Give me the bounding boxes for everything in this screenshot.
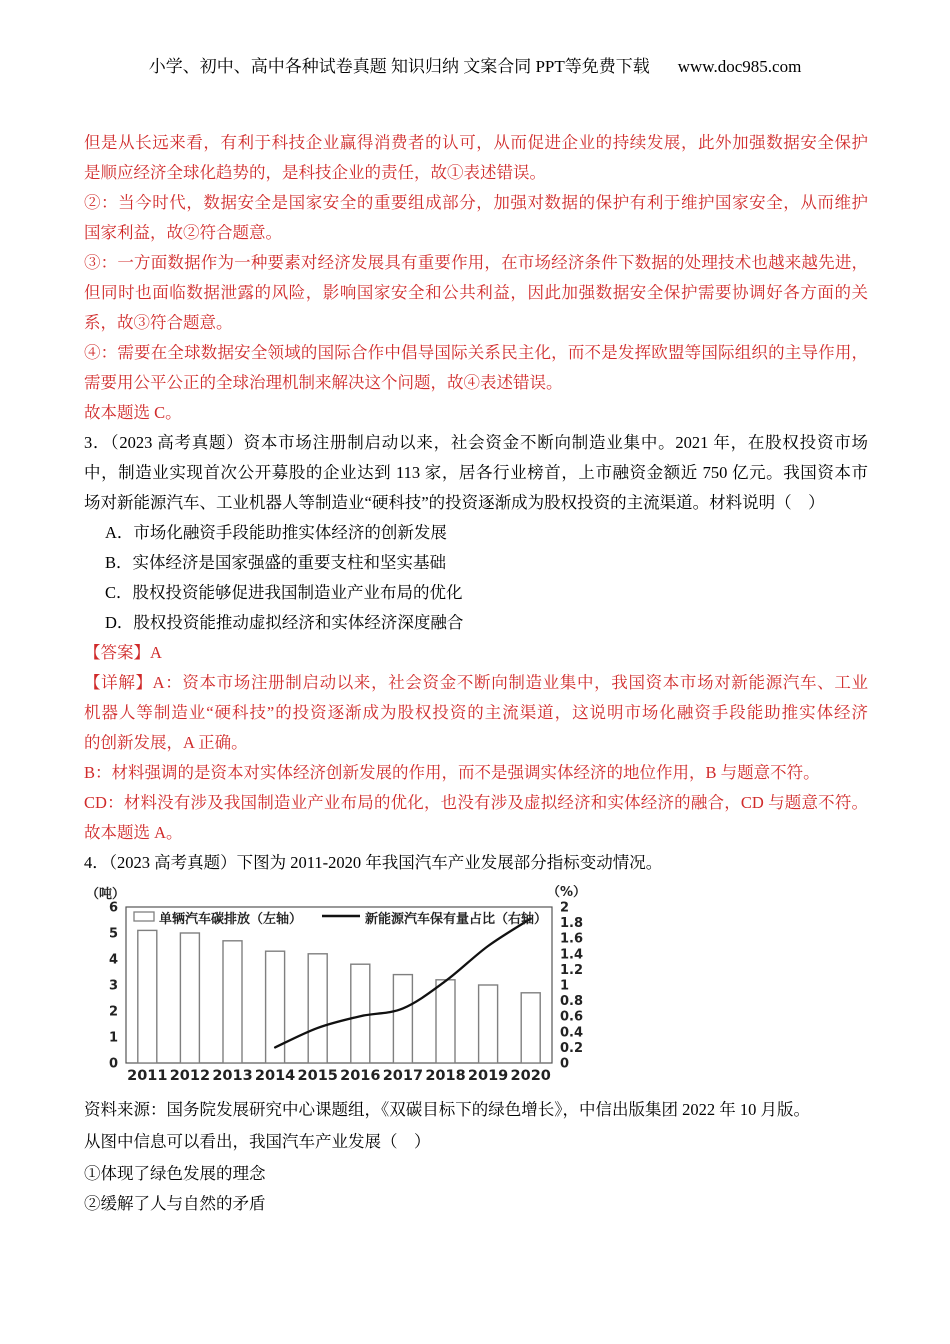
carbon-bar-2017 [393, 975, 412, 1063]
text-line: 国家利益，故②符合题意。 [84, 223, 282, 242]
text-line: B．实体经济是国家强盛的重要支柱和坚实基础 [105, 553, 447, 572]
right-axis-tick: 0.8 [560, 994, 584, 1010]
text-line: CD：材料没有涉及我国制造业产业布局的优化，也没有涉及虚拟经济和实体经济的融合，CD 与题意不符。 [84, 793, 868, 812]
q4-source: 资料来源：国务院发展研究中心课题组，《双碳目标下的绿色增长》，中信出版集团 2022 年 10 月版。 [84, 1100, 810, 1119]
x-axis-label: 2019 [467, 1068, 509, 1084]
text-line: 系，故③符合题意。 [84, 313, 233, 332]
header-text: 小学、初中、高中各种试卷真题 知识归纳 文案合同 PPT等免费下载 [148, 57, 650, 76]
page-header [0, 52, 950, 77]
legend-bar-label: 单辆汽车碳排放（左轴） [159, 912, 303, 927]
x-axis-label: 2018 [425, 1068, 466, 1084]
text-line: ①体现了绿色发展的理念 [84, 1164, 266, 1183]
text-line: ③：一方面数据作为一种要素对经济发展具有重要作用，在市场经济条件下数据的处理技术也越来越先进， [84, 253, 868, 272]
right-axis-tick: 1.4 [560, 947, 584, 963]
text-line: 故本题选 A。 [84, 823, 183, 842]
right-axis-tick: 1.2 [560, 962, 584, 978]
carbon-bar-2012 [180, 933, 199, 1063]
right-axis-tick: 0.4 [560, 1025, 584, 1041]
q4-stem: 4．（2023 高考真题）下图为 2011-2020 年我国汽车产业发展部分指标变动情况。 [84, 853, 663, 872]
x-axis-label: 2017 [382, 1068, 424, 1084]
right-axis-tick: 1 [560, 978, 570, 994]
text-line: 故本题选 C。 [84, 403, 182, 422]
x-axis-label: 2013 [212, 1068, 253, 1084]
q3-stem-block [84, 428, 868, 518]
q4-items-block [84, 1159, 868, 1219]
text-line: 机器人等制造业“硬科技”的投资逐渐成为股权投资的主流渠道，这说明市场化融资手段能助推实体经济 [84, 703, 868, 722]
right-axis-tick: 0 [560, 1056, 570, 1072]
dual-axis-chart [84, 885, 599, 1085]
left-axis-tick: 0 [108, 1056, 118, 1072]
q3-answer: 【答案】A [84, 643, 162, 662]
right-axis-unit-label: （%） [547, 885, 587, 900]
text-line: 场对新能源汽车、工业机器人等制造业“硬科技”的投资逐渐成为股权投资的主流渠道。材料说明（ ） [84, 493, 825, 512]
text-line: 但是从长远来看，有利于科技企业赢得消费者的认可，从而促进企业的持续发展，此外加强数据安全保护 [84, 133, 868, 152]
carbon-bar-2011 [138, 930, 157, 1063]
text-line: 中，制造业实现首次公开募股的企业达到 113 家，居各行业榜首，上市融资金额近 750 亿元。我国资本市 [84, 463, 868, 482]
q4-chart [84, 885, 599, 1085]
carbon-bar-2015 [308, 954, 327, 1063]
text-line: 3．（2023 高考真题）资本市场注册制启动以来，社会资金不断向制造业集中。2021 年，在股权投资市场 [84, 433, 868, 452]
left-axis-unit-label: （吨） [86, 887, 126, 902]
text-line: ②缓解了人与自然的矛盾 [84, 1194, 266, 1213]
right-axis-tick: 2 [560, 900, 570, 916]
right-axis-tick: 1.6 [560, 931, 584, 947]
right-axis-tick: 1.8 [560, 916, 584, 932]
text-line: A．市场化融资手段能助推实体经济的创新发展 [105, 523, 447, 542]
left-axis-tick: 3 [108, 978, 118, 994]
text-line: B：材料强调的是资本对实体经济创新发展的作用，而不是强调实体经济的地位作用，B 与题意不符。 [84, 763, 820, 782]
right-axis-tick: 0.2 [560, 1040, 584, 1056]
left-axis-tick: 4 [108, 952, 118, 968]
text-line: C．股权投资能够促进我国制造业产业布局的优化 [105, 583, 463, 602]
left-axis-tick: 1 [108, 1030, 118, 1046]
x-axis-label: 2014 [254, 1068, 296, 1084]
text-line: 但同时也面临数据泄露的风险，影响国家安全和公共利益，因此加强数据安全保护需要协调好各方面的关 [84, 283, 868, 302]
left-axis-tick: 2 [108, 1004, 118, 1020]
left-axis-tick: 6 [108, 900, 118, 916]
carbon-bar-2018 [436, 980, 455, 1063]
x-axis-label: 2016 [340, 1068, 381, 1084]
text-line: ④：需要在全球数据安全领域的国际合作中倡导国际关系民主化，而不是发挥欧盟等国际组织的主导作用， [84, 343, 868, 362]
legend-line-label: 新能源汽车保有量占比（右轴） [365, 912, 548, 927]
x-axis-label: 2012 [169, 1068, 211, 1084]
carbon-bar-2020 [521, 993, 540, 1063]
header-site-link[interactable]: www.doc985.com [677, 57, 802, 76]
text-line: 【详解】A：资本市场注册制启动以来，社会资金不断向制造业集中，我国资本市场对新能源汽车、工业 [84, 673, 868, 692]
x-axis-label: 2015 [297, 1068, 338, 1084]
document-body [84, 128, 868, 1219]
left-axis-tick: 5 [108, 926, 118, 942]
q4-prompt: 从图中信息可以看出，我国汽车产业发展（ ） [84, 1132, 431, 1151]
q3-options-block [84, 518, 868, 638]
carbon-bar-2013 [223, 941, 242, 1063]
q2-explanation-block [84, 128, 868, 428]
carbon-bar-2016 [351, 964, 370, 1063]
text-line: ②：当今时代，数据安全是国家安全的重要组成部分，加强对数据的保护有利于维护国家安全，从而维护 [84, 193, 868, 212]
text-line: 的创新发展，A 正确。 [84, 733, 248, 752]
x-axis-label: 2020 [510, 1068, 551, 1084]
legend-bar-swatch [134, 912, 154, 921]
text-line: 是顺应经济全球化趋势的，是科技企业的责任，故①表述错误。 [84, 163, 546, 182]
text-line: 需要用公平公正的全球治理机制来解决这个问题，故④表述错误。 [84, 373, 563, 392]
text-line: D．股权投资能推动虚拟经济和实体经济深度融合 [105, 613, 464, 632]
q3-detail-block [84, 668, 868, 848]
x-axis-label: 2011 [127, 1068, 168, 1084]
right-axis-tick: 0.6 [560, 1009, 584, 1025]
carbon-bar-2019 [479, 985, 498, 1063]
